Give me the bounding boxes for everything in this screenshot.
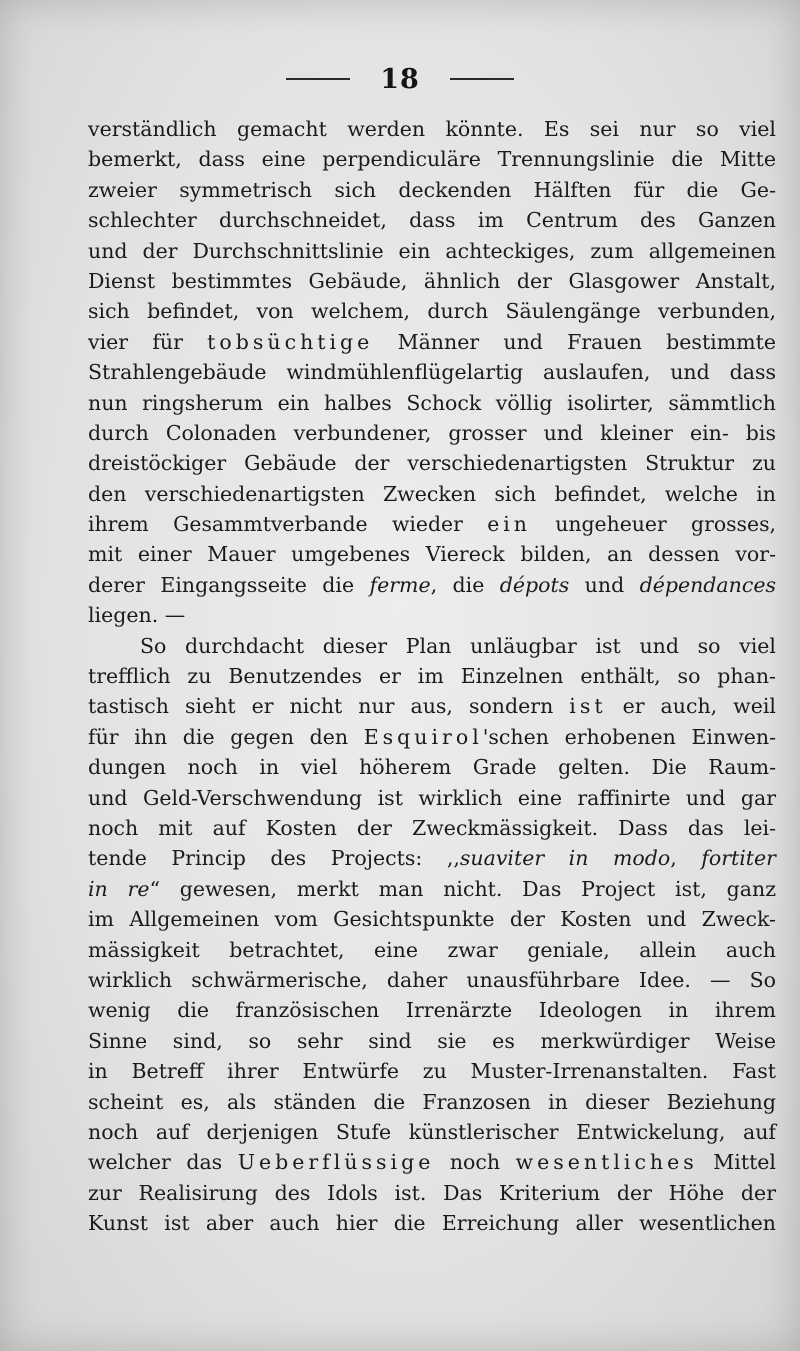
text-line: trefflich zu Benutzendes er im Einzelnen enthält, so phan- [88, 664, 776, 689]
text-line: mässigkeit betrachtet, eine zwar geniale, allein auch [88, 937, 776, 962]
italic-term: dépots [499, 572, 570, 597]
text-line: verständlich gemacht werden könnte. Es sei nur so viel [88, 117, 776, 141]
spaced-emphasis: ein [487, 512, 531, 537]
text-line: den verschiedenartigsten Zwecken sich befindet, welche in [88, 481, 776, 506]
text-line: in Betreff ihrer Entwürfe zu Muster-Irrenanstalten. Fast [88, 1059, 776, 1084]
text-body [88, 114, 776, 1238]
text-line: sich befindet, von welchem, durch Säulengänge verbunden, [88, 299, 776, 324]
spaced-emphasis: Ueberflüssige [237, 1150, 435, 1175]
text-line: für ihn die gegen den Esquirol'schen erhobenen Einwen- [88, 724, 776, 749]
text-line: bemerkt, dass eine perpendiculäre Trennungslinie die Mitte [88, 147, 776, 172]
text-line: zweier symmetrisch sich deckenden Hälften für die Ge- [88, 177, 776, 202]
text-line: scheint es, als ständen die Franzosen in dieser Beziehung [88, 1089, 776, 1114]
text-line: tastisch sieht er nicht nur aus, sondern ist er auch, weil [88, 694, 776, 719]
text-line: derer Eingangsseite die ferme, die dépots und dépendances [88, 572, 776, 597]
text-line: noch auf derjenigen Stufe künstlerischer Entwickelung, auf [88, 1119, 776, 1144]
text-line: noch mit auf Kosten der Zweckmässigkeit. Dass das lei- [88, 815, 776, 840]
text-line: Sinne sind, so sehr sind sie es merkwürdiger Weise [88, 1028, 776, 1053]
text-line: wenig die französischen Irrenärzte Ideologen in ihrem [88, 998, 776, 1023]
spaced-emphasis: ist [569, 694, 607, 719]
italic-term: fortiter [701, 846, 776, 871]
spaced-emphasis: tobsüchtige [207, 329, 374, 354]
spaced-emphasis: Esquirol [363, 724, 483, 749]
text-line: mit einer Mauer umgebenes Viereck bilden, an dessen vor- [88, 542, 776, 567]
text-line: dreistöckiger Gebäude der verschiedenartigsten Struktur zu [88, 451, 776, 476]
text-line: und der Durchschnittslinie ein achteckiges, zum allgemeinen [88, 238, 776, 263]
text-line: ihrem Gesammtverbande wieder ein ungeheuer grosses, [88, 512, 777, 537]
page-number: 18 [380, 63, 420, 95]
italic-term: in re [88, 876, 150, 901]
text-line: tende Princip des Projects: ,,suaviter in modo, fortiter [88, 846, 776, 871]
spaced-emphasis: wesentliches [515, 1150, 698, 1175]
text-line: wirklich schwärmerische, daher unausführbare Idee. — So [88, 967, 776, 992]
italic-term: ferme [369, 572, 431, 597]
text-line: durch Colonaden verbundener, grosser und kleiner ein- bis [88, 420, 776, 445]
header-rule-right [450, 78, 514, 80]
italic-term: dépendances [639, 572, 776, 597]
text-line: nun ringsherum ein halbes Schock völlig isolirter, sämmtlich [88, 390, 776, 415]
text-line: und Geld-Verschwendung ist wirklich eine raffinirte und gar [88, 785, 776, 810]
text-line: in re“ gewesen, merkt man nicht. Das Project ist, ganz [88, 876, 776, 901]
text-line: im Allgemeinen vom Gesichtspunkte der Kosten und Zweck- [88, 907, 776, 932]
text-line: dungen noch in viel höherem Grade gelten. Die Raum- [88, 755, 776, 780]
paragraph-start-line: So durchdacht dieser Plan unläugbar ist und so viel [140, 633, 776, 658]
text-line: Kunst ist aber auch hier die Erreichung aller wesentlichen [88, 1211, 776, 1236]
running-head [0, 62, 800, 96]
text-line: welcher das Ueberflüssige noch wesentliches Mittel [88, 1150, 776, 1175]
header-rule-left [286, 78, 350, 80]
text-line: zur Realisirung des Idols ist. Das Kriterium der Höhe der [88, 1180, 776, 1205]
text-line: Dienst bestimmtes Gebäude, ähnlich der Glasgower Anstalt, [88, 268, 776, 293]
text-line: Strahlengebäude windmühlenflügelartig auslaufen, und dass [88, 360, 776, 385]
text-line: vier für tobsüchtige Männer und Frauen bestimmte [88, 329, 776, 354]
italic-term: suaviter in modo [459, 846, 671, 871]
text-line: schlechter durchschneidet, dass im Centrum des Ganzen [88, 208, 776, 233]
text-line: liegen. — [88, 603, 186, 628]
